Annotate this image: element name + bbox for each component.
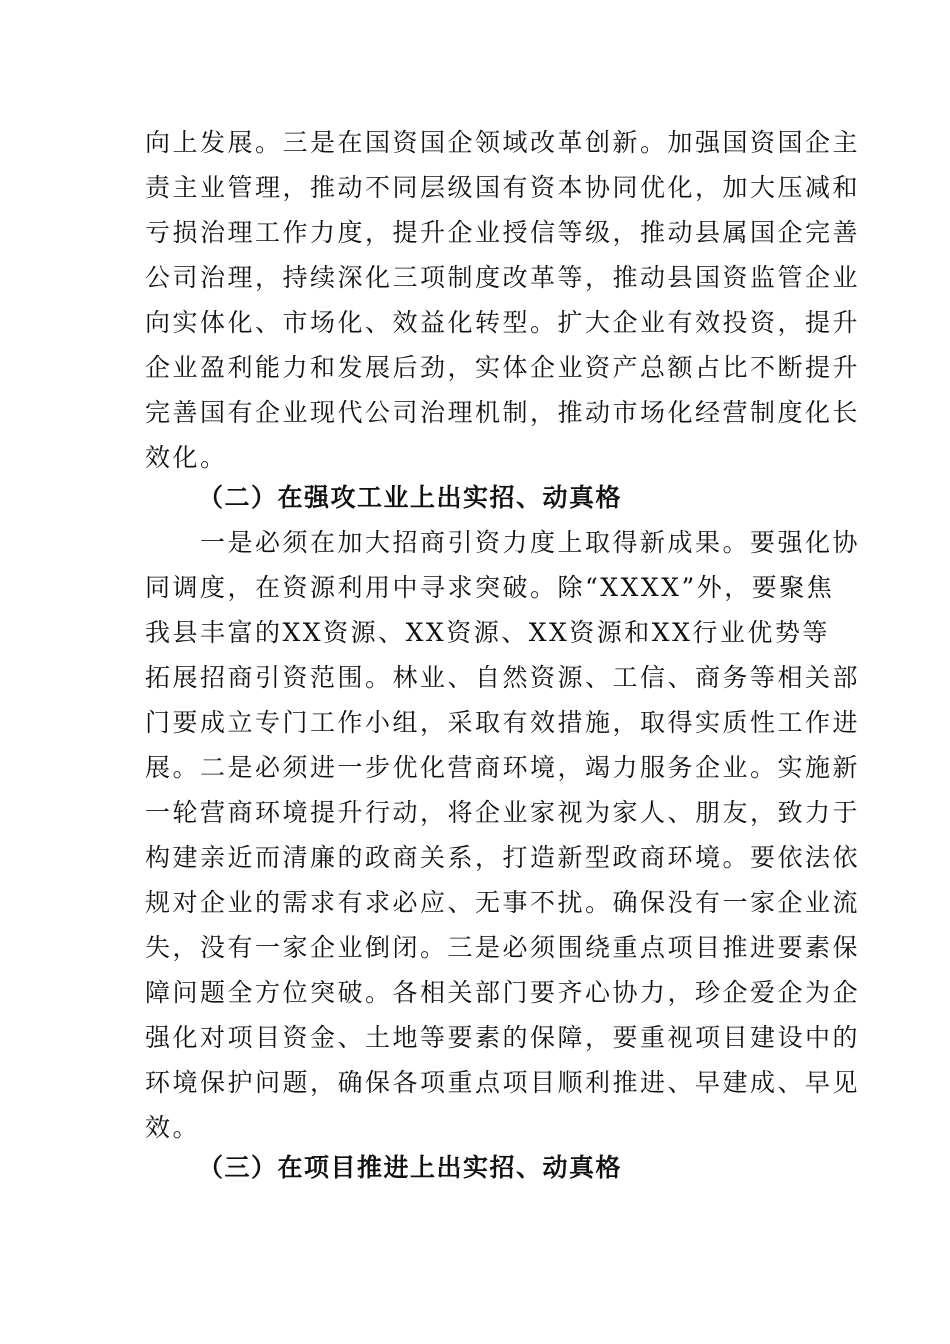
paragraph-line: 企业盈利能力和发展后劲，实体企业资产总额占比不断提升 (145, 353, 861, 382)
paragraph-line: 向上发展。三是在国资国企领域改革创新。加强国资国企主 (145, 128, 861, 157)
section-heading-industry: （二）在强攻工业上出实招、动真格 (198, 483, 623, 512)
paragraph-line: 我县丰富的XX资源、XX资源、XX资源和XX行业优势等 (145, 618, 830, 647)
paragraph-line: 亏损治理工作力度，提升企业授信等级，推动县属国企完善 (145, 218, 861, 247)
paragraph-line: 展。二是必须进一步优化营商环境，竭力服务企业。实施新 (145, 753, 861, 782)
paragraph-line: 完善国有企业现代公司治理机制，推动市场化经营制度化长 (145, 398, 861, 427)
paragraph-state-enterprise-reform (145, 120, 861, 480)
paragraph-line: 效。 (145, 1113, 201, 1142)
paragraph-line: 向实体化、市场化、效益化转型。扩大企业有效投资，提升 (145, 308, 861, 337)
paragraph-line: 障问题全方位突破。各相关部门要齐心协力，珍企爱企为企 (145, 978, 861, 1007)
paragraph-line: 拓展招商引资范围。林业、自然资源、工信、商务等相关部 (145, 663, 861, 692)
paragraph-line: 门要成立专门工作小组，采取有效措施，取得实质性工作进 (145, 708, 861, 737)
section-heading-projects: （三）在项目推进上出实招、动真格 (198, 1153, 623, 1182)
paragraph-line: 环境保护问题，确保各项重点项目顺利推进、早建成、早见 (145, 1068, 861, 1097)
paragraph-industry-investment (145, 520, 861, 1150)
paragraph-line: 失，没有一家企业倒闭。三是必须围绕重点项目推进要素保 (145, 933, 861, 962)
paragraph-line: 一轮营商环境提升行动，将企业家视为家人、朋友，致力于 (145, 798, 861, 827)
paragraph-line: 强化对项目资金、土地等要素的保障，要重视项目建设中的 (145, 1023, 861, 1052)
paragraph-line: 构建亲近而清廉的政商关系，打造新型政商环境。要依法依 (145, 843, 861, 872)
paragraph-line: 一是必须在加大招商引资力度上取得新成果。要强化协 (145, 528, 861, 557)
paragraph-line: 责主业管理，推动不同层级国有资本协同优化，加大压减和 (145, 173, 861, 202)
paragraph-line: 同调度，在资源利用中寻求突破。除“XXXX”外，要聚焦 (145, 573, 835, 602)
paragraph-line: 效化。 (145, 443, 228, 472)
paragraph-line: 规对企业的需求有求必应、无事不扰。确保没有一家企业流 (145, 888, 861, 917)
paragraph-line: 公司治理，持续深化三项制度改革等，推动县国资监管企业 (145, 263, 861, 292)
